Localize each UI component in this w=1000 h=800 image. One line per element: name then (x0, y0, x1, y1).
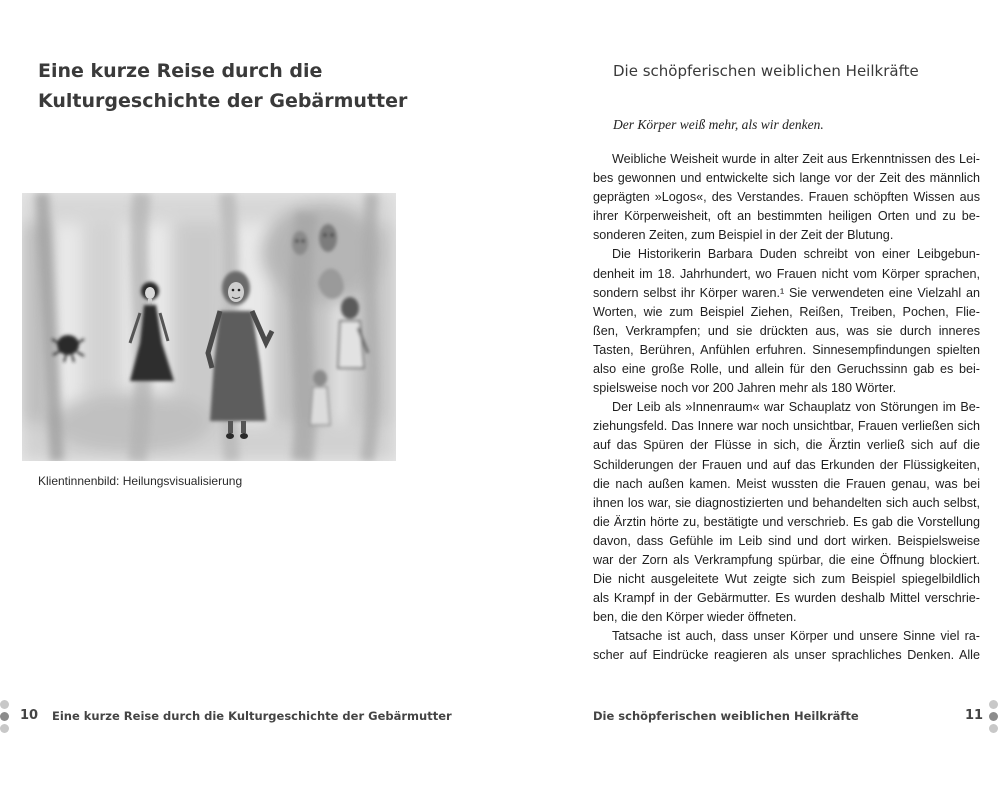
page-number-right: 11 (965, 708, 984, 723)
chapter-title-line-1: Eine kurze Reise durch die (38, 60, 323, 82)
body-line: auf das Spüren der Flüsse in sich, die Ärztin verließ sich auf die (593, 438, 980, 453)
footer-dots-left (0, 700, 10, 736)
body-line: sonderen Zeiten, zum Beispiel in der Zeit der Blutung. (593, 228, 894, 243)
body-line: denheit im 18. Jahrhundert, wo Frauen nicht vom Körper sprachen, (593, 266, 980, 281)
footer-dot (989, 700, 998, 709)
running-head-left: Eine kurze Reise durch die Kulturgeschichte der Gebärmutter (52, 709, 452, 723)
body-line: geprägten »Logos«, des Verstandes. Frauen schöpften Wissen aus (593, 190, 980, 205)
body-line: war der Zorn als Verkrampfung spürbar, die eine Öffnung blockiert. (593, 552, 980, 567)
footer-dot (989, 712, 998, 721)
body-line: bes gewonnen und entwickelte sich lange vor der Zeit des männlich (593, 171, 980, 186)
chapter-title-line-2: Kulturgeschichte der Gebärmutter (38, 90, 408, 112)
chapter-title (38, 56, 518, 116)
body-line: Schilderungen der Frauen und auf das Erkunden der Flüssigkeiten, (593, 457, 980, 472)
body-line: die nach außen kamen. Meist wussten die Frauen genau, was bei (593, 476, 980, 491)
footer-dot (0, 712, 9, 721)
body-line: ßen, Verkrampfen; und sie drückten aus, was sie durch inneres (593, 323, 980, 338)
body-line: ihrer Körperweisheit, oft an bestimmten heiligen Orten und zu be- (593, 209, 980, 224)
body-line: Der Leib als »Innenraum« war Schauplatz von Störungen im Be- (612, 400, 980, 415)
body-line: ziehungsfeld. Das Innere war noch unsichtbar, Frauen verließen sich (593, 419, 980, 434)
body-line: scher auf Eindrücke reagieren als unser sprachliches Denken. Alle (593, 648, 980, 663)
body-line: Tatsache ist auch, dass unser Körper und unsere Sinne viel ra- (612, 629, 980, 644)
footer-dot (0, 724, 9, 733)
body-line: Die nicht ausgeleitete Wut zeigte sich zum Beispiel spiegelbildlich (593, 572, 980, 587)
footer-dot (0, 700, 9, 709)
figure-caption: Klientinnenbild: Heilungsvisualisierung (38, 474, 243, 488)
body-text (593, 150, 980, 666)
body-line: Weibliche Weisheit wurde in alter Zeit aus Erkenntnissen des Lei- (612, 152, 980, 166)
footer-dot (989, 724, 998, 733)
body-line: Die Historikerin Barbara Duden schreibt von einer Leibgebun- (612, 247, 980, 262)
footer-dots-right (989, 700, 999, 736)
body-line: Worten, wie zum Beispiel Ziehen, Reißen, Treiben, Pochen, Flie- (593, 304, 980, 319)
watercolor-illustration (22, 193, 396, 461)
body-line: ben, die den Körper wieder öffneten. (593, 610, 797, 625)
epigraph: Der Körper weiß mehr, als wir denken. (613, 117, 824, 132)
page-number-left: 10 (20, 708, 39, 723)
body-line: die Ärztin hörte zu, bestätigte und verschrieb. Es gab die Vorstellung (593, 514, 980, 529)
body-line: also eine große Rolle, und allein für den Geruchssinn gab es bei- (593, 362, 980, 377)
body-line: Tasten, Berühren, Anfühlen erfuhren. Sinnesempfindungen spielten (593, 342, 980, 357)
body-line: als Krampf in der Gebärmutter. Es wurden deshalb Mittel verschrie- (593, 591, 980, 606)
body-line: davon, dass Gefühle im Leib sind und dort wirken. Beispielsweise (593, 533, 980, 548)
body-line: ihnen los war, sie diagnostizierten und behandelten sich auch selbst, (593, 495, 980, 510)
body-line: sondern selbst ihr Körper waren.¹ Sie verwendeten eine Vielzahl an (593, 285, 980, 300)
section-heading: Die schöpferischen weiblichen Heilkräfte (613, 62, 919, 80)
running-head-right: Die schöpferischen weiblichen Heilkräfte (593, 709, 859, 723)
body-line: spielsweise noch vor 200 Jahren mehr als 180 Wörter. (593, 381, 897, 396)
